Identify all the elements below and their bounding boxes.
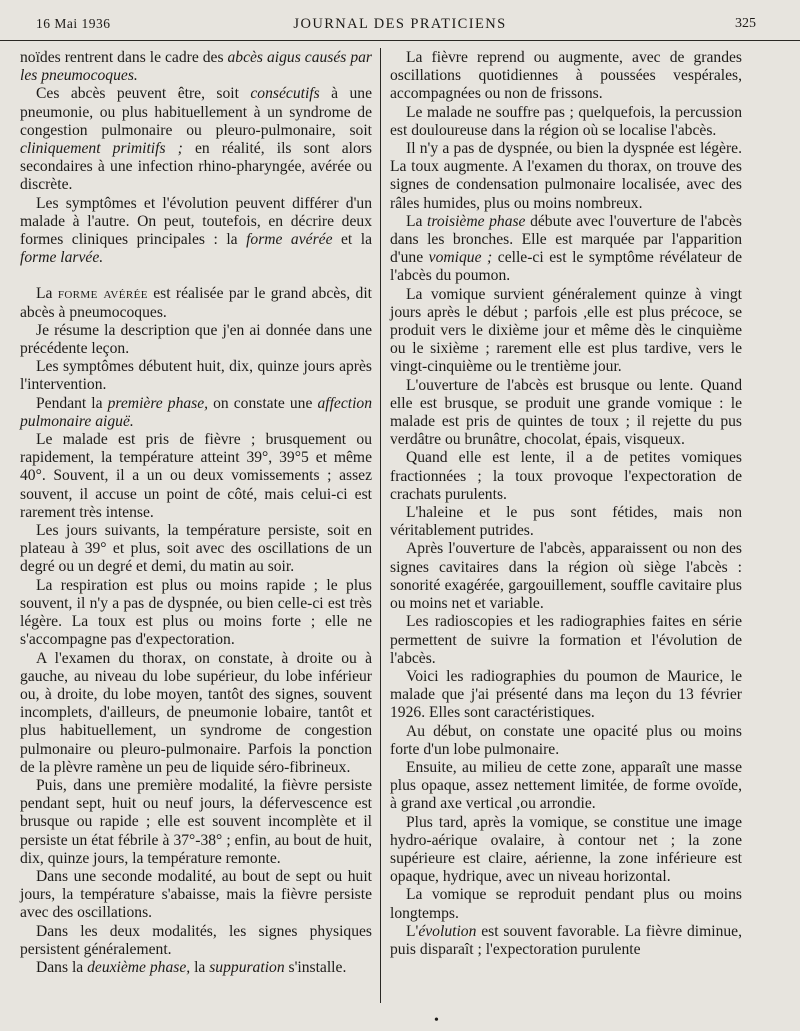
- running-header: [0, 14, 800, 41]
- italic-run: deuxième phase,: [87, 958, 191, 976]
- text-run: on constate une: [208, 394, 318, 412]
- paragraph: [20, 395, 372, 431]
- paragraph: [20, 868, 372, 923]
- text-run: L'ouverture de l'abcès est brusque ou lente. Quand elle est brusque, se produit une grande vomique : le malade est pris de quintes de toux ; il rejette du pus verdâtre ou brunâtre, chocolat, épais, visqueux.: [390, 376, 742, 449]
- journal-title: JOURNAL DES PRATICIENS: [293, 16, 507, 32]
- text-run: Au début, on constate une opacité plus ou moins forte d'un lobe pulmonaire.: [390, 722, 742, 758]
- text-run: L'haleine et le pus sont fétides, mais non véritablement putrides.: [390, 504, 742, 540]
- text-run: La: [406, 212, 428, 230]
- paragraph: [390, 923, 742, 959]
- left-column: [20, 49, 372, 977]
- footer-mark: •: [434, 1013, 439, 1028]
- text-run: La respiration est plus ou moins rapide ; le plus souvent, il n'y a pas de dyspnée, ou bien celle-ci est très légère. La toux est plus ou moins forte ; elle ne s'accompagne pas d'expectoration.: [20, 576, 372, 649]
- text-run: Dans une seconde modalité, au bout de sept ou huit jours, la température s'abaisse, mais la fièvre persiste avec des oscillations.: [20, 867, 372, 922]
- paragraph: [20, 85, 372, 194]
- paragraph: [390, 449, 742, 504]
- text-run: Quand elle est lente, il a de petites vomiques fractionnées ; la toux provoque l'expectoration de crachats purulents.: [390, 449, 742, 503]
- italic-run: suppuration: [209, 958, 285, 976]
- text-run: Le malade est pris de fièvre ; brusquement ou rapidement, la température atteint 39°, 39°5 et même 40°. Souvent, il a un ou deux vomissements ; assez souvent, il accuse un point de côté, mais celui-ci est rarement très intense.: [20, 431, 372, 521]
- paragraph: [390, 49, 742, 104]
- text-run: A l'examen du thorax, on constate, à droite ou à gauche, au niveau du lobe supérieur, du lobe inférieur ou, à droite, du lobe moyen, tantôt des signes, souvent incomplets, d'ailleurs, de pneumonie lobaire, tantôt et plus habituellement, un syndrome de congestion pulmonaire ou pleuro-pulmonaire. Parfois la ponction de la plèvre ramène un peu de liquide séro-fibrineux.: [20, 649, 372, 776]
- text-run: Le malade ne souffre pas ; quelquefois, la percussion est douloureuse dans la région où se localise l'abcès.: [390, 103, 742, 139]
- paragraph: [390, 613, 742, 668]
- paragraph: [390, 140, 742, 213]
- text-run: Les symptômes débutent huit, dix, quinze jours après l'intervention.: [20, 358, 372, 394]
- paragraph: [390, 759, 742, 814]
- italic-run: abcès aigus causés par les pneumocoques.: [20, 49, 372, 85]
- smallcaps-run: forme avérée: [57, 285, 148, 303]
- text-run: Ces abcès peuvent être, soit: [36, 85, 251, 103]
- paragraph: [20, 358, 372, 394]
- paragraph: [20, 195, 372, 268]
- paragraph: [390, 540, 742, 613]
- italic-run: forme avérée: [246, 231, 333, 249]
- italic-run: vomique ;: [428, 249, 493, 267]
- text-run: Voici les radiographies du poumon de Maurice, le malade que j'ai présenté dans ma leçon du 13 février 1926. Elles sont caractéristiques.: [390, 667, 742, 722]
- page-number: 325: [735, 16, 756, 31]
- paragraph: [390, 377, 742, 450]
- text-run: La: [36, 285, 58, 303]
- text-run: est réalisée par le grand abcès, dit abcès à pneumocoques.: [20, 285, 372, 321]
- paragraph: [20, 650, 372, 777]
- paragraph: [20, 522, 372, 577]
- text-run: Après l'ouverture de l'abcès, apparaissent ou non des signes cavitaires dans la région où siège l'abcès : sonorité exagérée, gargouillement, souffle cavitaire plus ou moins net et variable.: [390, 540, 742, 613]
- text-run: la: [190, 958, 210, 976]
- text-run: noïdes rentrent dans le cadre des: [20, 49, 228, 66]
- paragraph: [20, 431, 372, 522]
- paragraph: [20, 923, 372, 959]
- paragraph: [390, 286, 742, 377]
- text-run: Puis, dans une première modalité, la fièvre persiste pendant sept, huit ou neuf jours, la défervescence est brusque ou rapide ; elle est souvent incomplète et il persiste un état fébrile à 37°-38° ; enfin, au bout de huit, dix, quinze jours, la température remonte.: [20, 776, 372, 867]
- text-run: Ensuite, au milieu de cette zone, apparaît une masse plus opaque, assez nettement limitée, de forme ovoïde, à grand axe vertical ,ou arrondie.: [390, 758, 742, 813]
- text-run: Plus tard, après la vomique, se constitue une image hydro-aérique ovalaire, à contour net ; la zone supérieure est claire, aérienne, la zone inférieure est opaque, hydrique, avec un niveau horizontal.: [390, 813, 742, 886]
- paragraph: [390, 504, 742, 540]
- text-run: Dans la: [36, 958, 88, 976]
- issue-date: 16 Mai 1936: [36, 16, 111, 31]
- text-run: Pendant la: [36, 394, 108, 412]
- text-run: s'installe.: [284, 958, 347, 976]
- paragraph: [390, 104, 742, 140]
- text-run: Les symptômes et l'évolution peuvent différer d'un malade à l'autre. On peut, toutefois, en décrire deux formes cliniques principales : la: [20, 194, 372, 249]
- text-run: L': [406, 922, 419, 940]
- paragraph: [390, 213, 742, 286]
- paragraph: [20, 959, 372, 977]
- right-column: [390, 49, 742, 959]
- italic-run: troisième phase: [427, 212, 526, 230]
- paragraph: [20, 322, 372, 358]
- text-run: est souvent favorable. La fièvre diminue, puis disparaît ; l'expectoration purulente: [390, 922, 742, 958]
- italic-run: évolution: [418, 922, 477, 940]
- paragraph: [390, 814, 742, 887]
- text-run: à une pneumonie, ou plus habituellement à un syndrome de congestion pulmonaire ou pleuro-pulmonaire, soit: [20, 85, 373, 139]
- paragraph: [390, 668, 742, 723]
- paragraph: [20, 577, 372, 650]
- column-divider: [380, 48, 381, 1003]
- text-run: La vomique se reproduit pendant plus ou moins longtemps.: [390, 886, 742, 922]
- paragraph: [20, 285, 372, 321]
- text-run: Les radioscopies et les radiographies faites en série permettent de suivre la formation et l'évolution de l'abcès.: [390, 613, 742, 667]
- text-run: débute avec l'ouverture de l'abcès dans les bronches. Elle est marquée par l'apparition d'une: [390, 212, 742, 267]
- text-run: Les jours suivants, la température persiste, soit en plateau à 39° et plus, soit avec des oscillations de un degré ou un degré et demi, du matin au soir.: [20, 522, 372, 576]
- paragraph: [20, 777, 372, 868]
- text-run: et la: [332, 231, 372, 249]
- italic-run: consécutifs: [250, 85, 320, 103]
- text-run: Dans les deux modalités, les signes physiques persistent généralement.: [20, 922, 372, 958]
- paragraph: [20, 49, 372, 85]
- text-run: Il n'y a pas de dyspnée, ou bien la dyspnée est légère. La toux augmente. A l'examen du thorax, on trouve des signes de condensation pulmonaire localisée, avec des râles humides, plus ou moins nombreux.: [390, 140, 742, 212]
- paragraph: [390, 723, 742, 759]
- paragraph: [390, 886, 742, 922]
- italic-run: affection pulmonaire aiguë.: [20, 394, 373, 430]
- text-run: en réalité, ils sont alors secondaires à une infection rhino-pharyngée, avérée ou discrète.: [20, 140, 373, 194]
- text-run: celle-ci est le symptôme révélateur de l'abcès du poumon.: [390, 249, 742, 285]
- text-run: La fièvre reprend ou augmente, avec de grandes oscillations quotidiennes à poussées vespérales, accompagnées ou non de frissons.: [390, 49, 742, 103]
- text-run: Je résume la description que j'en ai donnée dans une précédente leçon.: [20, 321, 372, 358]
- italic-run: cliniquement primitifs ;: [20, 140, 183, 158]
- text-run: La vomique survient généralement quinze à vingt jours après le début ; parfois ,elle est plus précoce, se produit vers le dixième jour et même dès le cinquième ou le sixième ; rarement elle est plus tardive, vers le vingt-cinquième ou le trentième jour.: [390, 285, 742, 376]
- italic-run: première phase,: [107, 394, 209, 412]
- italic-run: forme larvée.: [20, 249, 104, 267]
